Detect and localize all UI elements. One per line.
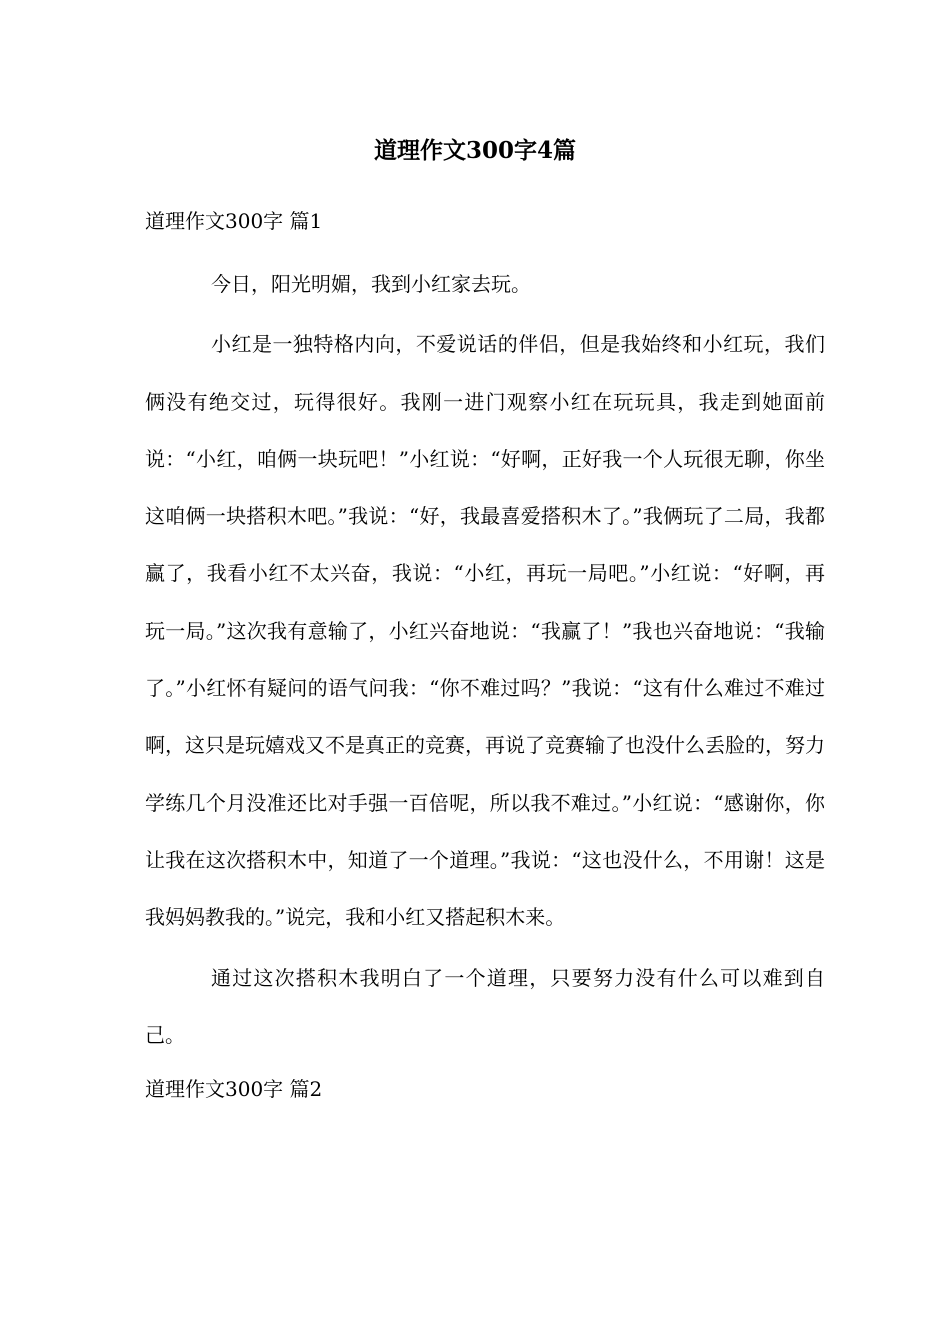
section-heading-2: 道理作文300字 篇2 bbox=[145, 1077, 323, 1102]
paragraph: 今日，阳光明媚，我到小红家去玩。 bbox=[211, 272, 531, 296]
paragraph: 通过这次搭积木我明白了一个道理，只要努力没有什么可以难到自己。 bbox=[145, 965, 825, 1047]
document-title: 道理作文300字4篇 bbox=[373, 137, 576, 164]
paragraph: 小红是一独特格内向，不爱说话的伴侣，但是我始终和小红玩，我们俩没有绝交过，玩得很好。我刚一进门观察小红在玩玩具，我走到她面前说：“小红，咱俩一块玩吧！”小红说：“好啊，正好我一个人玩很无聊，你坐这咱俩一块搭积木吧。”我说：“好，我最喜爱搭积木了。”我俩玩了二局，我都赢了，我看小红不太兴奋，我说：“小红，再玩一局吧。”小红说：“好啊，再玩一局。”这次我有意输了，小红兴奋地说：“我赢了！”我也兴奋地说：“我输了。”小红怀有疑问的语气问我：“你不难过吗？”我说：“这有什么难过不难过啊，这只是玩嬉戏又不是真正的竞赛，再说了竞赛输了也没什么丢脸的，努力学练几个月没准还比对手强一百倍呢，所以我不难过。”小红说：“感谢你，你让我在这次搭积木中，知道了一个道理。”我说：“这也没什么，不用谢！这是我妈妈教我的。”说完，我和小红又搭起积木来。 bbox=[145, 332, 825, 930]
section-heading-1: 道理作文300字 篇1 bbox=[145, 209, 323, 233]
document-body bbox=[145, 199, 825, 1111]
